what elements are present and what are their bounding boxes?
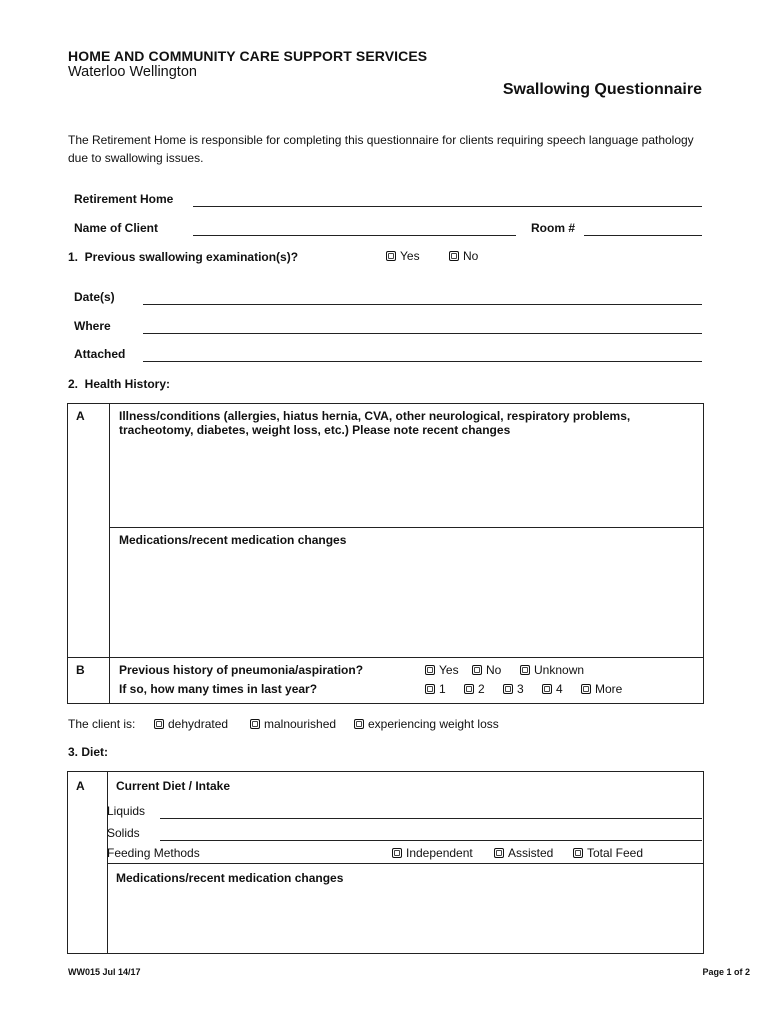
checkbox-icon[interactable] (154, 719, 164, 729)
option-label: More (595, 682, 623, 696)
where-label: Where (74, 319, 111, 333)
checkbox-icon[interactable] (472, 665, 482, 675)
pneumonia-cell (110, 658, 704, 704)
checkbox-icon[interactable] (494, 848, 504, 858)
attached-field[interactable] (143, 361, 702, 362)
weight-loss-option[interactable] (354, 717, 499, 731)
option-label: Yes (439, 663, 459, 677)
feeding-assisted-option[interactable] (494, 846, 553, 860)
times-2-option[interactable] (464, 682, 485, 696)
page-title: Swallowing Questionnaire (502, 81, 702, 98)
pneumonia-no-option[interactable] (472, 663, 501, 677)
liquids-field[interactable] (160, 818, 702, 819)
option-label: Total Feed (587, 846, 644, 860)
intro-text: The Retirement Home is responsible for completing this questionnaire for clients requiring speech language pathology due to swallowing issues. (68, 133, 694, 165)
pneumonia-unknown-option[interactable] (520, 663, 584, 677)
section-b-letter: B (68, 658, 110, 704)
retirement-home-field[interactable] (193, 206, 702, 207)
client-is-label: The client is: (68, 717, 136, 731)
option-label: 2 (478, 682, 485, 696)
health-history-table (67, 403, 704, 704)
where-field[interactable] (143, 333, 702, 334)
checkbox-icon[interactable] (354, 719, 364, 729)
checkbox-icon[interactable] (449, 251, 459, 261)
checkbox-icon[interactable] (425, 684, 435, 694)
medications-cell[interactable] (110, 528, 704, 658)
section-a-letter: A (68, 404, 110, 658)
option-label: 3 (517, 682, 524, 696)
solids-label: Solids (107, 826, 140, 840)
room-field[interactable] (584, 235, 702, 236)
client-name-label: Name of Client (74, 221, 159, 235)
attached-label: Attached (74, 347, 126, 361)
option-label: 1 (439, 682, 446, 696)
diet-a-letter: A (68, 772, 108, 954)
room-label: Room # (531, 221, 576, 235)
option-label: dehydrated (168, 717, 229, 731)
dehydrated-option[interactable] (154, 717, 228, 731)
pneumonia-question: Previous history of pneumonia/aspiration? (119, 663, 364, 677)
current-diet-label: Current Diet / Intake (116, 779, 231, 793)
liquids-label: Liquids (107, 804, 146, 818)
option-label: experiencing weight loss (368, 717, 499, 731)
checkbox-icon[interactable] (425, 665, 435, 675)
dates-field[interactable] (143, 304, 702, 305)
times-4-option[interactable] (542, 682, 563, 696)
q1-label: 1. Previous swallowing examination(s)? (68, 250, 299, 264)
option-label: 4 (556, 682, 563, 696)
q1-no-option[interactable] (449, 249, 478, 263)
checkbox-icon[interactable] (573, 848, 583, 858)
illness-conditions-cell[interactable] (110, 404, 704, 528)
times-3-option[interactable] (503, 682, 524, 696)
pneumonia-yes-option[interactable] (425, 663, 459, 677)
q1-yes-option[interactable] (386, 249, 420, 263)
client-name-field[interactable] (193, 235, 516, 236)
feeding-methods-label: Feeding Methods (107, 846, 200, 860)
org-region: Waterloo Wellington (68, 64, 197, 80)
q1-no-label: No (463, 249, 479, 263)
times-more-option[interactable] (581, 682, 622, 696)
diet-medications-label: Medications/recent medication changes (116, 871, 344, 885)
option-label: malnourished (264, 717, 337, 731)
option-label: Independent (406, 846, 473, 860)
feeding-total-option[interactable] (573, 846, 643, 860)
dates-label: Date(s) (74, 290, 115, 304)
option-label: No (486, 663, 502, 677)
checkbox-icon[interactable] (503, 684, 513, 694)
checkbox-icon[interactable] (250, 719, 260, 729)
checkbox-icon[interactable] (386, 251, 396, 261)
org-name: HOME AND COMMUNITY CARE SUPPORT SERVICES (68, 48, 428, 64)
page-number: Page 1 of 2 (702, 967, 750, 977)
solids-field[interactable] (160, 840, 702, 841)
diet-medications-cell[interactable] (108, 864, 704, 954)
option-label: Unknown (534, 663, 585, 677)
retirement-home-label: Retirement Home (74, 192, 174, 206)
checkbox-icon[interactable] (464, 684, 474, 694)
checkbox-icon[interactable] (520, 665, 530, 675)
illness-conditions-label: Illness/conditions (allergies, hiatus hernia, CVA, other neurological, respiratory problems, tracheotomy, diabetes, weight loss, etc.) Please note recent changes (119, 409, 631, 437)
malnourished-option[interactable] (250, 717, 336, 731)
option-label: Assisted (508, 846, 554, 860)
q2-label: 2. Health History: (68, 377, 171, 391)
times-1-option[interactable] (425, 682, 446, 696)
feeding-independent-option[interactable] (392, 846, 473, 860)
medications-label: Medications/recent medication changes (119, 533, 347, 547)
form-code: WW015 Jul 14/17 (68, 967, 141, 977)
checkbox-icon[interactable] (392, 848, 402, 858)
q3-label: 3. Diet: (68, 745, 109, 759)
diet-table (67, 771, 704, 954)
times-question: If so, how many times in last year? (119, 682, 318, 696)
q1-yes-label: Yes (400, 249, 420, 263)
checkbox-icon[interactable] (542, 684, 552, 694)
checkbox-icon[interactable] (581, 684, 591, 694)
